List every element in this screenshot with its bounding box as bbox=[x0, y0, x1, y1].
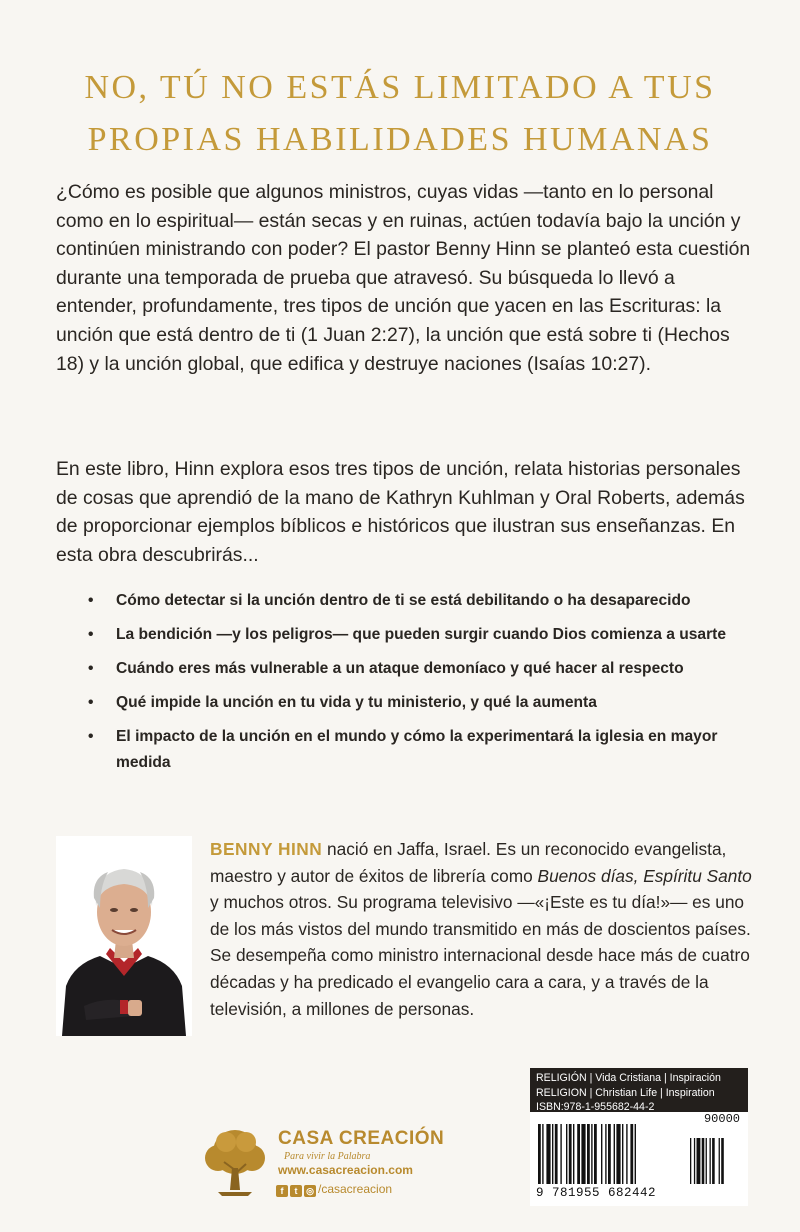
barcode-digits: 9 781955 682442 bbox=[536, 1186, 657, 1200]
publisher-logo bbox=[196, 1126, 445, 1202]
barcode-block bbox=[530, 1068, 748, 1206]
cover-headline bbox=[40, 62, 760, 166]
publisher-social bbox=[276, 1182, 392, 1197]
facebook-icon: f bbox=[276, 1185, 288, 1197]
list-item-text: El impacto de la unción en el mundo y cómo la experimentará la iglesia en mayor medida bbox=[116, 728, 718, 771]
benefits-list bbox=[88, 588, 748, 784]
twitter-icon: t bbox=[290, 1185, 302, 1197]
social-handle: /casacreacion bbox=[318, 1182, 393, 1196]
category-box bbox=[530, 1068, 748, 1112]
intro-paragraph: ¿Cómo es posible que algunos ministros, cuyas vidas —tanto en lo personal como en lo espiritual— están secas y en ruinas, actúen todavía bajo la unción y continúen ministrando con poder? El pastor Benny Hinn se planteó esta cuestión durante una temporada de prueba que atravesó. Su búsqueda lo llevó a entender, profundamente, tres tipos de unción que yacen en las Escrituras: la unción que está dentro de ti (1 Juan 2:27), la unción que está sobre ti (Hechos 18) y la unción global, que edifica y destruye naciones (Isaías 10:27). bbox=[56, 181, 751, 375]
list-item-text: La bendición —y los peligros— que pueden surgir cuando Dios comienza a usarte bbox=[116, 626, 727, 643]
headline-line-2: PROPIAS HABILIDADES HUMANAS bbox=[87, 121, 713, 158]
bullet-icon: • bbox=[88, 626, 94, 643]
bio-text-1: nació en Jaffa, Israel. Es un reconocido evangelista, maestro y autor de éxitos de librería como bbox=[210, 839, 727, 886]
author-photo bbox=[56, 836, 192, 1036]
bullet-icon: • bbox=[88, 694, 94, 711]
bio-text-2: y muchos otros. Su programa televisivo —«¡Este es tu día!»— es uno de los más vistos del mundo transmitido en más de doscientos países. Se desempeña como ministro internacional desde hace más de cuatro décadas y ha predicado el evangelio cara a cara, y a través de la televisión, a millones de personas. bbox=[210, 892, 751, 1019]
publisher-tagline: Para vivir la Palabra bbox=[284, 1151, 371, 1162]
list-item-text: Qué impide la unción en tu vida y tu ministerio, y qué la aumenta bbox=[116, 694, 597, 711]
list-item bbox=[88, 588, 748, 614]
author-name: BENNY HINN bbox=[210, 839, 323, 859]
price-code: 90000 bbox=[703, 1112, 740, 1126]
list-item bbox=[88, 724, 748, 776]
publisher-name: CASA CREACIÓN bbox=[278, 1128, 445, 1149]
barcode-icon bbox=[534, 1124, 744, 1188]
list-item bbox=[88, 690, 748, 716]
instagram-icon: ◎ bbox=[304, 1185, 316, 1197]
headline-line-1: NO, TÚ NO ESTÁS LIMITADO A TUS bbox=[84, 69, 716, 106]
summary-paragraph: En este libro, Hinn explora esos tres tipos de unción, relata historias personales de cosas que aprendió de la mano de Kathryn Kuhlman y Oral Roberts, además de proporcionar ejemplos bíblicos e históricos que ilustran sus enseñanzas. En esta obra descubrirás... bbox=[56, 458, 745, 566]
list-item-text: Cuándo eres más vulnerable a un ataque demoníaco y qué hacer al respecto bbox=[116, 660, 684, 677]
isbn: ISBN:978-1-955682-44-2 bbox=[536, 1101, 655, 1113]
author-portrait-icon bbox=[56, 836, 192, 1036]
bullet-icon: • bbox=[88, 728, 94, 745]
list-item bbox=[88, 622, 748, 648]
category-line-es: RELIGIÓN | Vida Cristiana | Inspiración bbox=[536, 1072, 721, 1084]
publisher-website: www.casacreacion.com bbox=[278, 1163, 413, 1177]
bullet-icon: • bbox=[88, 660, 94, 677]
author-bio bbox=[210, 836, 758, 1022]
list-item bbox=[88, 656, 748, 682]
list-item-text: Cómo detectar si la unción dentro de ti se está debilitando o ha desaparecido bbox=[116, 592, 691, 609]
book-title: Buenos días, Espíritu Santo bbox=[537, 865, 752, 886]
bullet-icon: • bbox=[88, 592, 94, 609]
tree-icon bbox=[196, 1126, 274, 1202]
category-line-en: RELIGION | Christian Life | Inspiration bbox=[536, 1086, 715, 1099]
